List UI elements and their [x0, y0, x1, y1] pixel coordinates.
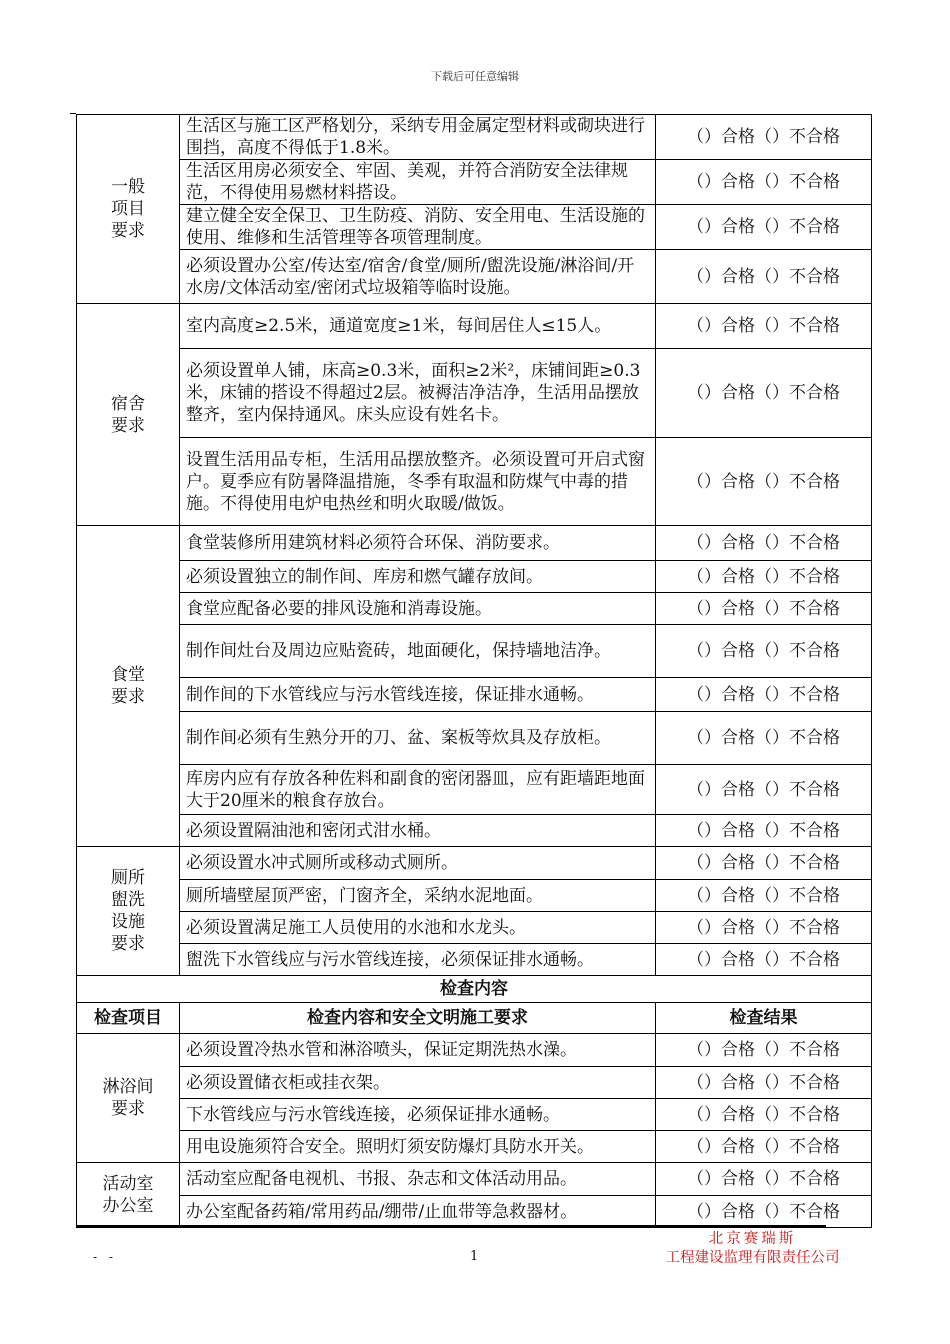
- requirement-cell: 制作间灶台及周边应贴瓷砖，地面硬化，保持墙地洁净。: [180, 625, 656, 678]
- result-cell[interactable]: （）合格（）不合格: [656, 912, 872, 944]
- result-cell[interactable]: （）合格（）不合格: [656, 304, 872, 349]
- table-row: [77, 815, 872, 847]
- requirement-cell: 必须设置办公室/传达室/宿舍/食堂/厕所/盥洗设施/淋浴间/开水房/文体活动室/密闭式垃圾箱等临时设施。: [180, 250, 656, 304]
- category-cell: 食堂 要求: [77, 526, 180, 847]
- check-content-title-row: [77, 976, 872, 1003]
- table-row: [77, 1067, 872, 1099]
- requirement-cell: 必须设置独立的制作间、库房和燃气罐存放间。: [180, 561, 656, 593]
- requirement-cell: 室内高度≥2.5米，通道宽度≥1米，每间居住人≤15人。: [180, 304, 656, 349]
- table-row: [77, 880, 872, 912]
- company-name-line1: 北京赛瑞斯: [708, 1231, 797, 1247]
- requirement-cell: 活动室应配备电视机、书报、杂志和文体活动用品。: [180, 1163, 656, 1196]
- result-cell[interactable]: （）合格（）不合格: [656, 1067, 872, 1099]
- company-name: [650, 1230, 855, 1268]
- table-row: [77, 625, 872, 678]
- result-cell[interactable]: （）合格（）不合格: [656, 593, 872, 625]
- requirement-cell: 办公室配备药箱/常用药品/绷带/止血带等急救器材。: [180, 1196, 656, 1228]
- inspection-table: [76, 114, 872, 1228]
- result-cell[interactable]: （）合格（）不合格: [656, 561, 872, 593]
- result-cell[interactable]: （）合格（）不合格: [656, 1163, 872, 1196]
- result-cell[interactable]: （）合格（）不合格: [656, 678, 872, 712]
- table-row: [77, 712, 872, 765]
- company-name-line2: 工程建设监理有限责任公司: [665, 1250, 840, 1266]
- table-row: [77, 250, 872, 304]
- result-cell[interactable]: （）合格（）不合格: [656, 1099, 872, 1131]
- table-row: [77, 526, 872, 561]
- table-row: [77, 765, 872, 815]
- requirement-cell: 食堂装修所用建筑材料必须符合环保、消防要求。: [180, 526, 656, 561]
- category-cell: 一般 项目 要求: [77, 115, 180, 304]
- requirement-cell: 设置生活用品专柜，生活用品摆放整齐。必须设置可开启式窗户。夏季应有防暑降温措施，冬季有取温和防煤气中毒的措施。不得使用电炉电热丝和明火取暖/做饭。: [180, 438, 656, 526]
- result-cell[interactable]: （）合格（）不合格: [656, 526, 872, 561]
- result-cell[interactable]: （）合格（）不合格: [656, 765, 872, 815]
- requirement-cell: 盥洗下水管线应与污水管线连接，必须保证排水通畅。: [180, 944, 656, 976]
- footer-dashes: - -: [93, 1250, 117, 1264]
- requirement-cell: 建立健全安全保卫、卫生防疫、消防、安全用电、生活设施的使用、维修和生活管理等各项管理制度。: [180, 205, 656, 250]
- requirement-cell: 制作间的下水管线应与污水管线连接，保证排水通畅。: [180, 678, 656, 712]
- result-cell[interactable]: （）合格（）不合格: [656, 1131, 872, 1163]
- requirement-cell: 必须设置水冲式厕所或移动式厕所。: [180, 847, 656, 880]
- result-cell[interactable]: （）合格（）不合格: [656, 815, 872, 847]
- inspection-table-header: [77, 976, 872, 1034]
- table-row: [77, 304, 872, 349]
- table-row: [77, 593, 872, 625]
- table-row: [77, 1099, 872, 1131]
- category-cell: 淋浴间 要求: [77, 1034, 180, 1163]
- category-cell: 宿舍 要求: [77, 304, 180, 526]
- requirement-cell: 必须设置隔油池和密闭式泔水桶。: [180, 815, 656, 847]
- result-cell[interactable]: （）合格（）不合格: [656, 160, 872, 205]
- requirement-cell: 厕所墙壁屋顶严密，门窗齐全，采纳水泥地面。: [180, 880, 656, 912]
- result-cell[interactable]: （）合格（）不合格: [656, 438, 872, 526]
- requirement-cell: 必须设置储衣柜或挂衣架。: [180, 1067, 656, 1099]
- table-row: [77, 847, 872, 880]
- table-row: [77, 1131, 872, 1163]
- page-number: 1: [470, 1249, 479, 1264]
- category-cell: 活动室 办公室: [77, 1163, 180, 1228]
- result-cell[interactable]: （）合格（）不合格: [656, 1196, 872, 1228]
- requirement-cell: 必须设置满足施工人员使用的水池和水龙头。: [180, 912, 656, 944]
- result-cell[interactable]: （）合格（）不合格: [656, 847, 872, 880]
- header-result: 检查结果: [656, 1003, 872, 1034]
- requirement-cell: 下水管线应与污水管线连接，必须保证排水通畅。: [180, 1099, 656, 1131]
- column-header-row: [77, 1003, 872, 1034]
- table-row: [77, 438, 872, 526]
- requirement-cell: 生活区与施工区严格划分，采纳专用金属定型材料或砌块进行围挡，高度不得低于1.8米。: [180, 115, 656, 160]
- result-cell[interactable]: （）合格（）不合格: [656, 205, 872, 250]
- requirement-cell: 库房内应有存放各种佐料和副食的密闭器皿，应有距墙距地面大于20厘米的粮食存放台。: [180, 765, 656, 815]
- table-row: [77, 944, 872, 976]
- header-note: 下载后可任意编辑: [431, 70, 519, 83]
- table-row: [77, 1163, 872, 1196]
- requirement-cell: 必须设置冷热水管和淋浴喷头，保证定期洗热水澡。: [180, 1034, 656, 1067]
- result-cell[interactable]: （）合格（）不合格: [656, 880, 872, 912]
- table-row: [77, 912, 872, 944]
- check-content-title: 检查内容: [77, 976, 872, 1003]
- result-cell[interactable]: （）合格（）不合格: [656, 712, 872, 765]
- table-row: [77, 1034, 872, 1067]
- table-row: [77, 160, 872, 205]
- table-row: [77, 1196, 872, 1228]
- result-cell[interactable]: （）合格（）不合格: [656, 1034, 872, 1067]
- inspection-table-lower: [77, 1034, 872, 1228]
- table-row: [77, 678, 872, 712]
- footer-separator: [76, 1225, 826, 1227]
- header-item: 检查项目: [77, 1003, 180, 1034]
- result-cell[interactable]: （）合格（）不合格: [656, 250, 872, 304]
- requirement-cell: 用电设施须符合安全。照明灯须安防爆灯具防水开关。: [180, 1131, 656, 1163]
- requirement-cell: 必须设置单人铺，床高≥0.3米，面积≥2米²，床铺间距≥0.3米，床铺的搭设不得超过2层。被褥洁净洁净，生活用品摆放整齐，室内保持通风。床头应设有姓名卡。: [180, 349, 656, 438]
- table-row: [77, 115, 872, 160]
- header-content: 检查内容和安全文明施工要求: [180, 1003, 656, 1034]
- table-row: [77, 561, 872, 593]
- table-row: [77, 349, 872, 438]
- table-row: [77, 205, 872, 250]
- result-cell[interactable]: （）合格（）不合格: [656, 349, 872, 438]
- inspection-table-upper: [77, 115, 872, 976]
- category-cell: 厕所 盥洗 设施 要求: [77, 847, 180, 976]
- requirement-cell: 生活区用房必须安全、牢固、美观，并符合消防安全法律规范，不得使用易燃材料搭设。: [180, 160, 656, 205]
- result-cell[interactable]: （）合格（）不合格: [656, 625, 872, 678]
- result-cell[interactable]: （）合格（）不合格: [656, 115, 872, 160]
- result-cell[interactable]: （）合格（）不合格: [656, 944, 872, 976]
- requirement-cell: 制作间必须有生熟分开的刀、盆、案板等炊具及存放柜。: [180, 712, 656, 765]
- requirement-cell: 食堂应配备必要的排风设施和消毒设施。: [180, 593, 656, 625]
